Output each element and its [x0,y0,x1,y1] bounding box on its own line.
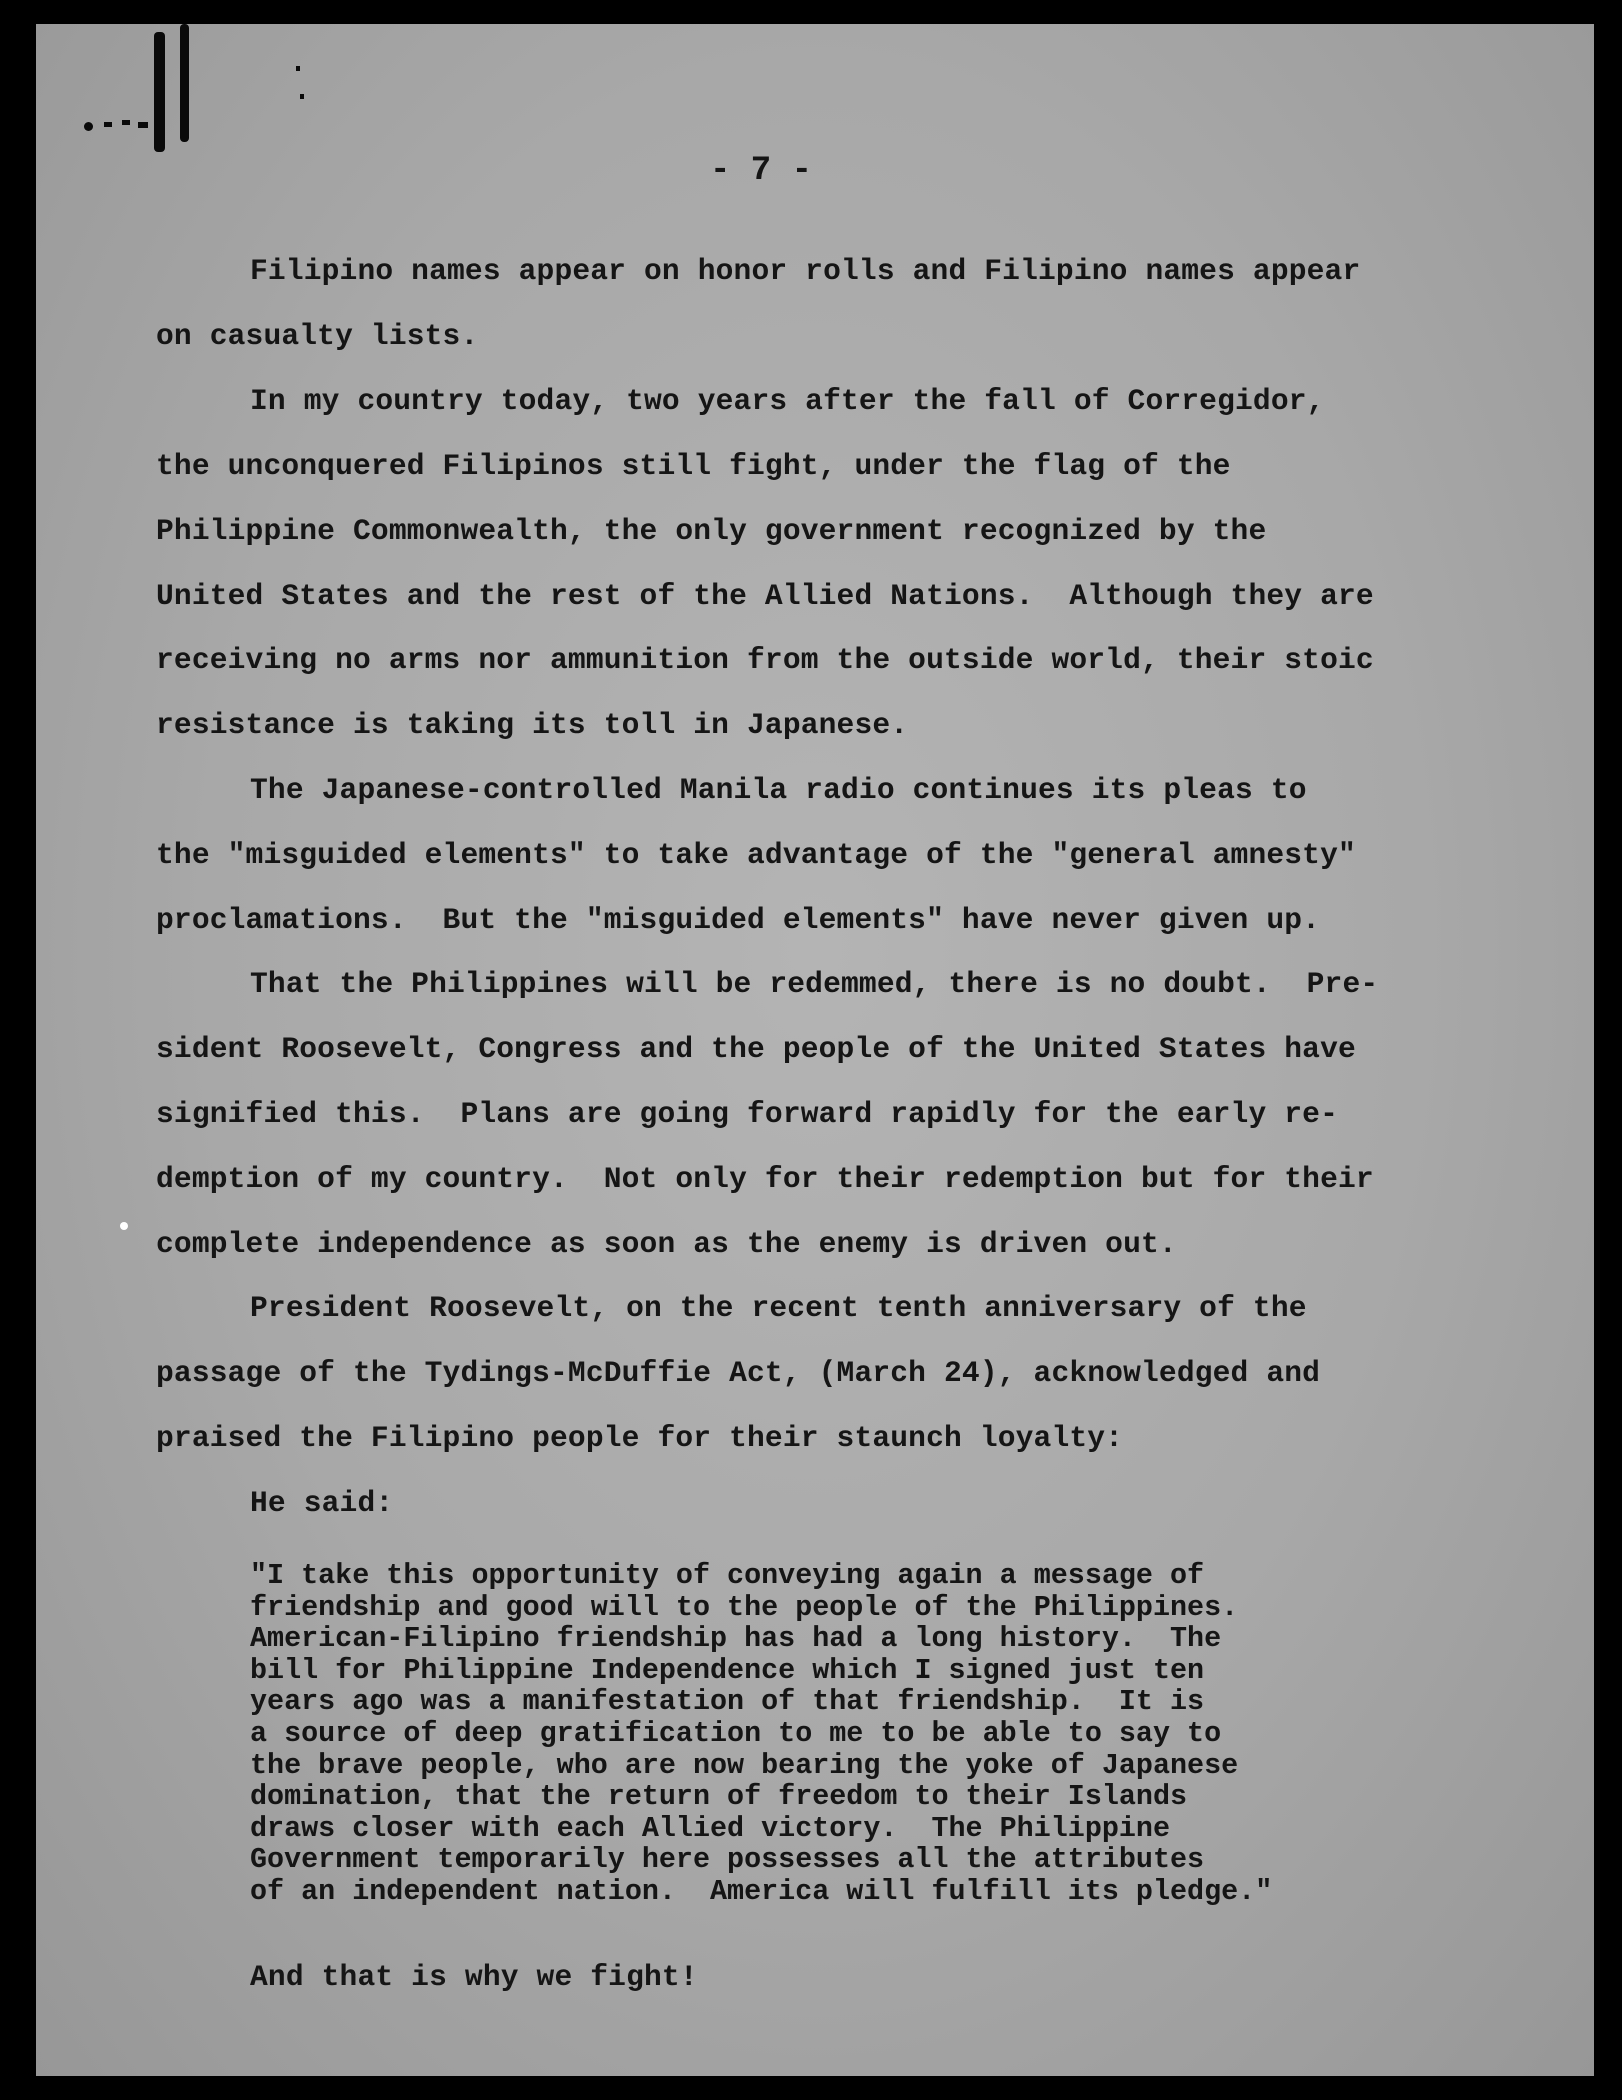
quote-line: the brave people, who are now bearing the yoke of Japanese [250,1748,1239,1782]
body-line: Filipino names appear on honor rolls and Filipino names appear [250,254,1361,288]
quote-line: a source of deep gratification to me to be able to say to [250,1717,1222,1750]
body-line: demption of my country. Not only for their redemption but for their [156,1162,1374,1196]
body-line: resistance is taking its toll in Japanese. [156,708,909,742]
body-line: receiving no arms nor ammunition from the outside world, their stoic [156,643,1374,677]
body-line: signified this. Plans are going forward rapidly for the early re- [156,1097,1339,1131]
quote-line: years ago was a manifestation of that friendship. It is [250,1685,1205,1719]
body-line: proclamations. But the "misguided elements" have never given up. [156,903,1321,937]
body-line: He said: [250,1486,394,1520]
body-line: In my country today, two years after the fall of Corregidor, [250,384,1325,418]
body-line: That the Philippines will be redemmed, there is no doubt. Pre- [250,967,1379,1001]
body-line: United States and the rest of the Allied Nations. Although they are [156,579,1374,613]
quote-line: of an independent nation. America will fulfill its pledge." [250,1875,1273,1908]
quote-line: Government temporarily here possesses all the attributes [250,1843,1205,1877]
quote-line: friendship and good will to the people of the Philippines. [250,1590,1239,1624]
body-line: praised the Filipino people for their staunch loyalty: [156,1421,1124,1455]
typewritten-text [36,24,1594,2076]
quote-line: bill for Philippine Independence which I signed just ten [250,1653,1205,1687]
body-line: Philippine Commonwealth, the only government recognized by the [156,514,1267,548]
body-line: passage of the Tydings-McDuffie Act, (March 24), acknowledged and [156,1356,1321,1390]
quote-line: American-Filipino friendship has had a long history. The [250,1622,1222,1656]
document-page [36,24,1594,2076]
body-line: the unconquered Filipinos still fight, under the flag of the [156,449,1231,483]
quote-line: "I take this opportunity of conveying again a message of [250,1559,1205,1592]
page-number: - 7 - [709,152,813,190]
body-line: The Japanese-controlled Manila radio continues its pleas to [250,773,1307,807]
closing-line: And that is why we fight! [250,1960,698,1994]
body-line: on casualty lists. [156,319,479,353]
body-line: complete independence as soon as the enemy is driven out. [156,1227,1177,1261]
body-line: sident Roosevelt, Congress and the people of the United States have [156,1032,1356,1066]
body-line: the "misguided elements" to take advantage of the "general amnesty" [156,838,1356,872]
body-line: President Roosevelt, on the recent tenth anniversary of the [250,1291,1307,1325]
quote-line: draws closer with each Allied victory. The Philippine [250,1811,1171,1845]
quote-line: domination, that the return of freedom to their Islands [250,1780,1188,1814]
